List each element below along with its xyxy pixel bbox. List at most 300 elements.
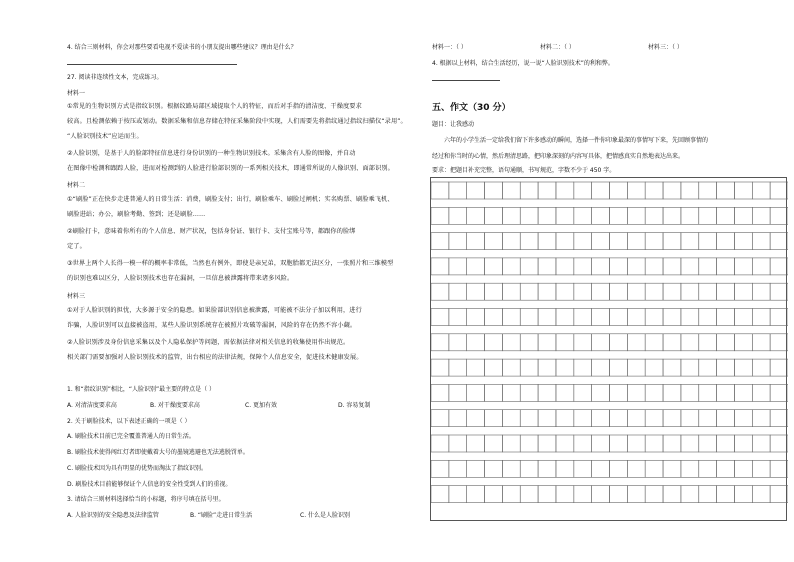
grid-cell [538, 334, 556, 351]
grid-cell [502, 283, 520, 300]
grid-cell [485, 410, 503, 427]
grid-cell [431, 309, 449, 326]
grid-cell [752, 384, 770, 401]
grid-cell [627, 410, 645, 427]
grid-cell [574, 486, 592, 503]
grid-cell [467, 283, 485, 300]
grid-cell [502, 182, 520, 199]
grid-cell [556, 460, 574, 477]
grid-cell [770, 435, 788, 452]
question-4-right: 4. 根据以上材料，结合生活经历，说一说“人脸识别技术”的利和弊。 [432, 60, 614, 67]
grid-cell [520, 309, 538, 326]
grid-cell [538, 207, 556, 224]
grid-cell [610, 207, 628, 224]
grid-cell [449, 283, 467, 300]
grid-cell [556, 334, 574, 351]
option-d: D. 容易复制 [338, 402, 371, 409]
grid-cell [699, 334, 717, 351]
option-c: C. 更加有效 [245, 402, 278, 409]
grid-cell [663, 384, 681, 401]
grid-cell [556, 410, 574, 427]
grid-cell [645, 384, 663, 401]
material-3-para: ①对于人脸识别的担忧，大多源于安全的隐患。如果脸部识别信息被泄露，可能被不法分子加以利用，进行 [67, 307, 362, 314]
grid-cell [502, 258, 520, 275]
grid-cell [610, 258, 628, 275]
grid-cell [574, 359, 592, 376]
grid-cell [627, 182, 645, 199]
material-1-para: 在图像中检测和跟踪人脸，进而对检测到的人脸进行脸部识别的一系列相关技术，即通常所说的人像识别、面部识别。 [67, 165, 394, 172]
essay-description: 六年的小学生活一定给我们留下许多感动的瞬间，选择一件你印象最深的事情写下来，先回顾事情的 [444, 137, 709, 144]
grid-cell [610, 384, 628, 401]
grid-cell [627, 384, 645, 401]
grid-cell [431, 182, 449, 199]
grid-cell [431, 334, 449, 351]
material-1-para: ①常见的生物识别方式是指纹识别。根据纹路局部区域提取个人的特征，而后对手指的清洁度、干燥度要求 [67, 103, 362, 110]
grid-cell [520, 410, 538, 427]
grid-cell [681, 207, 699, 224]
grid-cell [681, 460, 699, 477]
grid-cell [699, 460, 717, 477]
grid-cell [520, 384, 538, 401]
grid-cell [574, 309, 592, 326]
grid-cell [610, 435, 628, 452]
grid-cell [770, 309, 788, 326]
grid-cell [538, 359, 556, 376]
grid-cell [574, 435, 592, 452]
grid-cell [449, 207, 467, 224]
grid-cell [574, 384, 592, 401]
grid-cell [734, 283, 752, 300]
grid-cell [467, 334, 485, 351]
grid-cell [431, 359, 449, 376]
grid-cell [502, 460, 520, 477]
grid-cell [770, 233, 788, 250]
grid-cell [431, 435, 449, 452]
grid-cell [627, 233, 645, 250]
grid-cell [752, 435, 770, 452]
grid-cell [574, 258, 592, 275]
grid-cell [520, 334, 538, 351]
grid-cell [627, 207, 645, 224]
grid-cell [610, 334, 628, 351]
material-2-para: 刷脸进站；办公，刷脸考勤、签到；还是刷脸…… [67, 211, 206, 218]
grid-cell [752, 283, 770, 300]
grid-cell [734, 384, 752, 401]
grid-cell [592, 233, 610, 250]
grid-cell [520, 207, 538, 224]
grid-cell [752, 334, 770, 351]
grid-cell [752, 182, 770, 199]
grid-cell [502, 233, 520, 250]
essay-writing-grid[interactable] [430, 177, 787, 521]
option-b: B. 对干燥度要求高 [150, 402, 200, 409]
grid-cell [699, 283, 717, 300]
grid-cell [592, 283, 610, 300]
grid-cell [627, 435, 645, 452]
grid-cell [449, 309, 467, 326]
answer-line [67, 64, 237, 65]
grid-cell [770, 410, 788, 427]
grid-cell [467, 233, 485, 250]
question-4: 4. 结合三则材料，你会对那些要看电视不爱读书的小朋友提出哪些建议？理由是什么？ [67, 44, 297, 51]
grid-cell [431, 283, 449, 300]
grid-cell [645, 460, 663, 477]
grid-cell [770, 283, 788, 300]
grid-cell [717, 233, 735, 250]
grid-cell [538, 435, 556, 452]
grid-cell [663, 182, 681, 199]
grid-cell [681, 283, 699, 300]
grid-cell [610, 486, 628, 503]
grid-cell [717, 258, 735, 275]
grid-cell [592, 435, 610, 452]
grid-cell [610, 182, 628, 199]
grid-cell [485, 384, 503, 401]
material-2-para: ②刷脸打卡，意味着你所有的个人信息、财产状况，包括身份证、银行卡、支付宝账号等，都跟你的脸绑 [67, 228, 356, 235]
grid-cell [699, 384, 717, 401]
grid-cell [645, 334, 663, 351]
grid-cell [645, 359, 663, 376]
grid-cell [699, 486, 717, 503]
grid-cell [627, 486, 645, 503]
grid-cell [681, 334, 699, 351]
blank-material-2[interactable]: 材料二：（ ） [540, 44, 575, 51]
grid-cell [520, 460, 538, 477]
grid-cell [770, 460, 788, 477]
grid-cell [449, 435, 467, 452]
material-3-para: 诈骗，人脸识别可以直接被盗用，某些人脸识别系统存在被照片攻破等漏洞，风险的存在仍然不容小觑。 [67, 322, 357, 329]
grid-cell [645, 283, 663, 300]
material-3-para: 相关部门需要加强对人脸识别技术的监管，出台相应的法律法规，保障个人信息安全，促进技术健康发展。 [67, 354, 363, 361]
grid-cell [467, 460, 485, 477]
grid-cell [574, 460, 592, 477]
section-title: 五、作文（30 分） [432, 103, 511, 113]
grid-cell [431, 384, 449, 401]
grid-cell [734, 182, 752, 199]
grid-cell [449, 486, 467, 503]
material-1-para: 较高。且检测依赖于按压或划动。数据采集和信息存储在特征采集阶段中实现，人们需要先将指纹通过指纹扫描仪“录用”。 [67, 118, 407, 125]
grid-cell [699, 309, 717, 326]
grid-cell [592, 182, 610, 199]
grid-cell [538, 182, 556, 199]
grid-cell [734, 359, 752, 376]
grid-cell [752, 258, 770, 275]
grid-cell [520, 435, 538, 452]
grid-cell [717, 334, 735, 351]
grid-cell [681, 435, 699, 452]
option-b: B. “刷脸”走进日常生活 [190, 512, 253, 519]
grid-cell [717, 486, 735, 503]
grid-cell [574, 182, 592, 199]
grid-cell [449, 410, 467, 427]
grid-cell [485, 258, 503, 275]
grid-cell [734, 207, 752, 224]
grid-cell [556, 384, 574, 401]
grid-cell [520, 359, 538, 376]
grid-cell [467, 410, 485, 427]
option-c: C. 刷脸技术因为具有明显的优势而淘汰了指纹识别。 [67, 465, 208, 472]
sub-question-1: 1. 和“指纹识别”相比，“人脸识别”最主要的特点是（ ） [67, 386, 215, 393]
grid-cell [752, 233, 770, 250]
writing-grid-lines [431, 178, 788, 522]
grid-cell [717, 460, 735, 477]
grid-cell [627, 283, 645, 300]
grid-cell [770, 182, 788, 199]
grid-cell [556, 283, 574, 300]
grid-cell [645, 435, 663, 452]
grid-cell [681, 233, 699, 250]
grid-cell [592, 309, 610, 326]
grid-cell [592, 359, 610, 376]
grid-cell [734, 410, 752, 427]
grid-cell [610, 283, 628, 300]
material-2-para: ①“刷脸”正在快步走进普通人的日常生活：消费，刷脸支付；出行，刷脸乘车、刷脸过闸机；实名购票、刷脸乘飞机、 [67, 196, 394, 203]
grid-cell [770, 486, 788, 503]
essay-topic: 题目：让我感动 [432, 121, 475, 128]
grid-cell [592, 207, 610, 224]
grid-cell [538, 486, 556, 503]
grid-cell [485, 334, 503, 351]
grid-cell [485, 283, 503, 300]
grid-cell [627, 334, 645, 351]
grid-cell [752, 309, 770, 326]
grid-cell [699, 410, 717, 427]
grid-cell [485, 359, 503, 376]
grid-cell [520, 486, 538, 503]
grid-cell [538, 384, 556, 401]
grid-cell [592, 258, 610, 275]
blank-material-1[interactable]: 材料一：（ ） [432, 44, 467, 51]
grid-cell [520, 233, 538, 250]
grid-cell [717, 384, 735, 401]
grid-cell [449, 384, 467, 401]
grid-cell [610, 460, 628, 477]
grid-cell [449, 359, 467, 376]
grid-cell [592, 460, 610, 477]
grid-cell [556, 359, 574, 376]
grid-cell [645, 233, 663, 250]
grid-cell [592, 334, 610, 351]
grid-cell [663, 309, 681, 326]
grid-cell [752, 486, 770, 503]
grid-cell [467, 207, 485, 224]
grid-cell [663, 334, 681, 351]
grid-cell [592, 486, 610, 503]
grid-cell [556, 309, 574, 326]
grid-cell [663, 486, 681, 503]
grid-cell [520, 258, 538, 275]
grid-cell [502, 384, 520, 401]
grid-cell [538, 410, 556, 427]
grid-cell [449, 182, 467, 199]
option-a: A. 刷脸技术目前已完全覆盖普通人的日常生活。 [67, 433, 195, 440]
grid-cell [538, 233, 556, 250]
grid-cell [502, 334, 520, 351]
grid-cell [645, 486, 663, 503]
grid-cell [485, 309, 503, 326]
grid-cell [663, 410, 681, 427]
grid-cell [734, 258, 752, 275]
grid-cell [431, 207, 449, 224]
grid-cell [681, 258, 699, 275]
grid-cell [645, 309, 663, 326]
grid-cell [574, 283, 592, 300]
grid-cell [717, 410, 735, 427]
grid-cell [467, 486, 485, 503]
grid-cell [431, 460, 449, 477]
material-2-para: ③世界上两个人长得一模一样的概率非常低，当然也有例外，即使是亲兄弟，双胞胎都无法区分，一张照片和三维模型 [67, 260, 394, 267]
option-b: B. 刷脸技术使得闯红灯者即使戴着大号的墨镜逃避也无法逃脱罚单。 [67, 449, 249, 456]
grid-cell [502, 207, 520, 224]
grid-cell [556, 182, 574, 199]
material-2-para: 的识别也难以区分，人脸识别技术也存在漏洞，一旦信息被泄露将带来诸多风险。 [67, 275, 294, 282]
grid-cell [485, 207, 503, 224]
grid-cell [592, 410, 610, 427]
grid-cell [502, 435, 520, 452]
grid-cell [556, 258, 574, 275]
grid-cell [592, 384, 610, 401]
grid-cell [717, 309, 735, 326]
grid-cell [717, 283, 735, 300]
option-c: C. 什么是人脸识别 [300, 512, 351, 519]
material-1-para: ②人脸识别，是基于人的脸部特征信息进行身份识别的一种生物识别技术。采集含有人脸的图像，并自动 [67, 150, 356, 157]
grid-cell [502, 309, 520, 326]
grid-cell [717, 435, 735, 452]
material-2-title: 材料二 [67, 182, 86, 189]
grid-cell [556, 233, 574, 250]
grid-cell [663, 435, 681, 452]
grid-cell [538, 460, 556, 477]
grid-cell [574, 334, 592, 351]
grid-cell [645, 410, 663, 427]
grid-cell [502, 359, 520, 376]
grid-cell [520, 283, 538, 300]
grid-cell [663, 258, 681, 275]
grid-cell [574, 410, 592, 427]
grid-cell [431, 410, 449, 427]
grid-cell [485, 460, 503, 477]
grid-cell [663, 233, 681, 250]
grid-cell [770, 207, 788, 224]
grid-cell [467, 258, 485, 275]
grid-cell [627, 359, 645, 376]
grid-cell [717, 207, 735, 224]
grid-cell [681, 410, 699, 427]
grid-cell [734, 435, 752, 452]
option-a: A. 人脸识别的安全隐患及法律监管 [67, 512, 159, 519]
grid-cell [645, 207, 663, 224]
sub-question-2: 2. 关于刷脸技术，以下表述正确的一项是（ ） [67, 418, 191, 425]
grid-cell [663, 207, 681, 224]
material-1-title: 材料一 [67, 90, 86, 97]
grid-cell [431, 486, 449, 503]
essay-description: 经过和你当时的心情，然后理清思路，把印象深刻的内容写具体，把情感真实自然地表达出来。 [432, 153, 685, 160]
grid-cell [770, 258, 788, 275]
grid-cell [645, 182, 663, 199]
grid-cell [734, 460, 752, 477]
grid-cell [485, 233, 503, 250]
grid-cell [556, 207, 574, 224]
grid-cell [734, 233, 752, 250]
grid-cell [538, 309, 556, 326]
material-3-title: 材料三 [67, 293, 86, 300]
blank-material-3[interactable]: 材料三：（ ） [648, 44, 683, 51]
grid-cell [699, 359, 717, 376]
grid-cell [485, 486, 503, 503]
grid-cell [610, 359, 628, 376]
grid-cell [627, 258, 645, 275]
grid-cell [538, 258, 556, 275]
grid-cell [734, 309, 752, 326]
grid-cell [752, 410, 770, 427]
grid-cell [645, 258, 663, 275]
grid-cell [663, 359, 681, 376]
grid-cell [538, 283, 556, 300]
grid-cell [699, 233, 717, 250]
grid-cell [752, 460, 770, 477]
grid-cell [699, 182, 717, 199]
grid-cell [449, 258, 467, 275]
answer-line [432, 80, 500, 81]
grid-cell [556, 486, 574, 503]
material-1-para: “人脸识别技术”应运而生。 [67, 133, 143, 140]
grid-cell [681, 359, 699, 376]
grid-cell [663, 460, 681, 477]
grid-cell [574, 233, 592, 250]
grid-cell [449, 460, 467, 477]
grid-cell [699, 435, 717, 452]
grid-cell [485, 182, 503, 199]
grid-cell [717, 359, 735, 376]
grid-cell [752, 359, 770, 376]
material-3-para: ②人脸识别涉及身份信息采集以及个人隐私保护等问题，需依据法律对相关信息的收集使用作出规范。 [67, 339, 350, 346]
grid-cell [770, 384, 788, 401]
option-d: D. 刷脸技术目前能够保证个人信息的安全性受到人们的重视。 [67, 481, 232, 488]
essay-requirement: 要求：把题目补充完整，语句通顺，书写规范，字数不少于 450 字。 [432, 167, 616, 174]
grid-cell [663, 283, 681, 300]
grid-cell [502, 486, 520, 503]
grid-cell [770, 334, 788, 351]
grid-cell [467, 359, 485, 376]
grid-cell [610, 233, 628, 250]
grid-cell [574, 207, 592, 224]
grid-cell [752, 207, 770, 224]
grid-cell [681, 309, 699, 326]
grid-cell [467, 182, 485, 199]
grid-cell [467, 384, 485, 401]
grid-cell [556, 435, 574, 452]
grid-cell [734, 486, 752, 503]
material-2-para: 定了。 [67, 243, 86, 250]
grid-cell [681, 384, 699, 401]
grid-cell [449, 334, 467, 351]
grid-cell [627, 460, 645, 477]
grid-cell [610, 410, 628, 427]
grid-cell [770, 359, 788, 376]
question-27: 27. 阅读非连续性文本，完成练习。 [67, 74, 163, 81]
grid-cell [734, 334, 752, 351]
grid-cell [717, 182, 735, 199]
sub-question-3: 3. 请结合三则材料选择恰当的小标题，将序号填在括号里。 [67, 496, 225, 503]
grid-cell [627, 309, 645, 326]
grid-cell [431, 258, 449, 275]
option-a: A. 对清洁度要求高 [67, 402, 117, 409]
grid-cell [449, 233, 467, 250]
grid-cell [467, 435, 485, 452]
grid-cell [681, 486, 699, 503]
grid-cell [467, 309, 485, 326]
grid-cell [502, 410, 520, 427]
